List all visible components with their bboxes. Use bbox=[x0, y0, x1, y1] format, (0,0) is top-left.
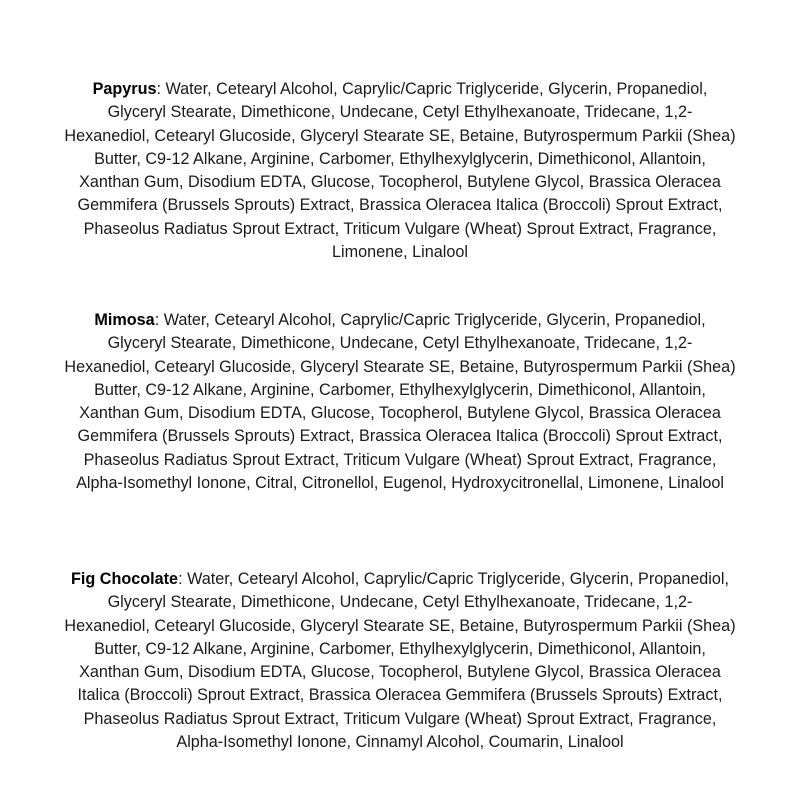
ingredient-line: Gemmifera (Brussels Sprouts) Extract, Brassica Oleracea Italica (Broccoli) Sprout Extract, bbox=[77, 427, 723, 446]
ingredient-block-mimosa bbox=[20, 309, 780, 495]
product-name: Papyrus bbox=[92, 80, 157, 98]
ingredient-line: Xanthan Gum, Disodium EDTA, Glucose, Tocopherol, Butylene Glycol, Brassica Oleracea bbox=[79, 173, 721, 192]
name-separator: : bbox=[154, 311, 164, 329]
ingredient-line: Alpha-Isomethyl Ionone, Citral, Citronellol, Eugenol, Hydroxycitronellal, Limonene, Linalool bbox=[76, 474, 724, 493]
product-name: Mimosa bbox=[94, 311, 155, 329]
ingredient-line bbox=[20, 568, 780, 591]
ingredient-line: Glyceryl Stearate, Dimethicone, Undecane, Cetyl Ethylhexanoate, Tridecane, 1,2- bbox=[107, 334, 693, 353]
name-separator: : bbox=[178, 570, 188, 588]
ingredient-line: Phaseolus Radiatus Sprout Extract, Triticum Vulgare (Wheat) Sprout Extract, Fragrance, bbox=[83, 450, 717, 469]
ingredient-block-fig-chocolate bbox=[20, 568, 780, 754]
ingredient-text: Water, Cetearyl Alcohol, Caprylic/Capric Triglyceride, Glycerin, Propanediol, bbox=[187, 570, 729, 588]
ingredient-line: Phaseolus Radiatus Sprout Extract, Triticum Vulgare (Wheat) Sprout Extract, Fragrance, bbox=[83, 219, 717, 238]
ingredient-line: Butter, C9-12 Alkane, Arginine, Carbomer, Ethylhexylglycerin, Dimethiconol, Allantoin, bbox=[94, 149, 706, 168]
ingredient-line bbox=[20, 309, 780, 332]
product-name: Fig Chocolate bbox=[71, 570, 179, 588]
ingredient-line: Italica (Broccoli) Sprout Extract, Brassica Oleracea Gemmifera (Brussels Sprouts) Extract, bbox=[77, 686, 723, 705]
ingredient-line: Butter, C9-12 Alkane, Arginine, Carbomer, Ethylhexylglycerin, Dimethiconol, Allantoin, bbox=[94, 380, 706, 399]
ingredient-line: Phaseolus Radiatus Sprout Extract, Triticum Vulgare (Wheat) Sprout Extract, Fragrance, bbox=[83, 709, 717, 728]
name-separator: : bbox=[156, 80, 166, 98]
ingredient-line: Butter, C9-12 Alkane, Arginine, Carbomer, Ethylhexylglycerin, Dimethiconol, Allantoin, bbox=[94, 639, 706, 658]
ingredient-line: Limonene, Linalool bbox=[332, 243, 468, 262]
ingredient-line: Hexanediol, Cetearyl Glucoside, Glyceryl Stearate SE, Betaine, Butyrospermum Parkii (Shea) bbox=[64, 616, 736, 635]
ingredient-line: Hexanediol, Cetearyl Glucoside, Glyceryl Stearate SE, Betaine, Butyrospermum Parkii (Shea) bbox=[64, 357, 736, 376]
ingredient-text: Water, Cetearyl Alcohol, Caprylic/Capric Triglyceride, Glycerin, Propanediol, bbox=[165, 80, 708, 98]
ingredient-line: Glyceryl Stearate, Dimethicone, Undecane, Cetyl Ethylhexanoate, Tridecane, 1,2- bbox=[107, 103, 693, 122]
ingredient-line bbox=[20, 78, 780, 101]
ingredient-line: Glyceryl Stearate, Dimethicone, Undecane, Cetyl Ethylhexanoate, Tridecane, 1,2- bbox=[107, 593, 693, 612]
ingredient-line: Xanthan Gum, Disodium EDTA, Glucose, Tocopherol, Butylene Glycol, Brassica Oleracea bbox=[79, 404, 721, 423]
ingredient-block-papyrus bbox=[20, 78, 780, 264]
ingredient-line: Xanthan Gum, Disodium EDTA, Glucose, Tocopherol, Butylene Glycol, Brassica Oleracea bbox=[79, 663, 721, 682]
ingredient-line: Gemmifera (Brussels Sprouts) Extract, Brassica Oleracea Italica (Broccoli) Sprout Extract, bbox=[77, 196, 723, 215]
ingredient-text: Water, Cetearyl Alcohol, Caprylic/Capric Triglyceride, Glycerin, Propanediol, bbox=[163, 311, 706, 329]
ingredient-line: Hexanediol, Cetearyl Glucoside, Glyceryl Stearate SE, Betaine, Butyrospermum Parkii (Shea) bbox=[64, 126, 736, 145]
ingredient-line: Alpha-Isomethyl Ionone, Cinnamyl Alcohol, Coumarin, Linalool bbox=[176, 733, 624, 752]
